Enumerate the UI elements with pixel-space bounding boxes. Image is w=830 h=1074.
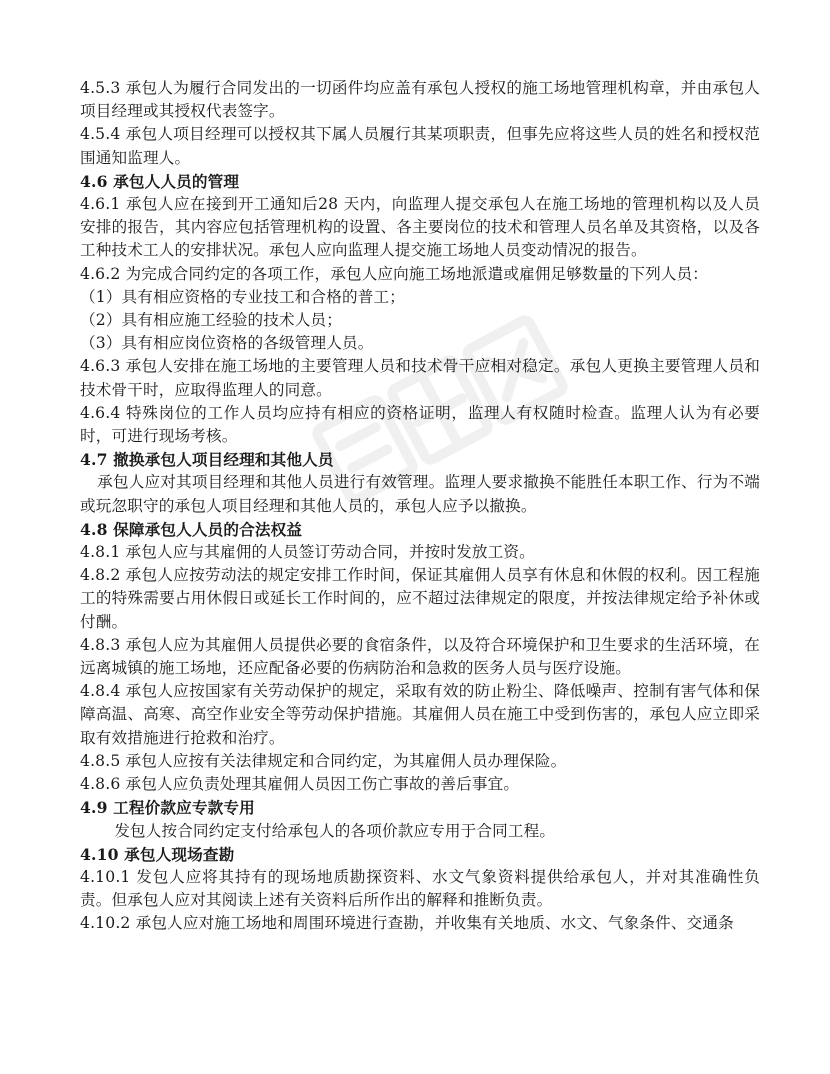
clause-paragraph: （1）具有相应资格的专业技工和合格的普工；	[80, 287, 405, 306]
clause-paragraph: 4.8.4 承包人应按国家有关劳动保护的规定，采取有效的防止粉尘、降低噪声、控制有害气体和保障高温、高寒、高空作业安全等劳动保护措施。其雇佣人员在施工中受到伤害的，承包人应立即采取有效措施进行抢救和治疗。	[80, 682, 760, 747]
body-paragraph: 发包人按合同约定支付给承包人的各项价款应专用于合同工程。	[114, 821, 556, 840]
clause-paragraph: 4.6.1 承包人应在接到开工通知后28 天内，向监理人提交承包人在施工场地的管理机构以及人员安排的报告，其内容应包括管理机构的设置、各主要岗位的技术和管理人员名单及其资格，以及各工种技术工人的安排状况。承包人应向监理人提交施工场地人员变动情况的报告。	[80, 195, 760, 260]
clause-paragraph: （2）具有相应施工经验的技术人员；	[80, 311, 342, 330]
section-heading: 4.10 承包人现场查勘	[80, 844, 235, 864]
clause-paragraph: 4.6.4 特殊岗位的工作人员均应持有相应的资格证明，监理人有权随时检查。监理人认为有必要时，可进行现场考核。	[80, 403, 760, 446]
clause-paragraph: 4.5.4 承包人项目经理可以授权其下属人员履行其某项职责，但事先应将这些人员的姓名和授权范围通知监理人。	[80, 125, 760, 167]
clause-paragraph: （3）具有相应岗位资格的各级管理人员。	[80, 334, 374, 353]
section-heading: 4.8 保障承包人人员的合法权益	[80, 519, 303, 539]
body-paragraph: 承包人应对其项目经理和其他人员进行有效管理。监理人要求撤换不能胜任本职工作、行为不端或玩忽职守的承包人项目经理和其他人员的，承包人应予以撤换。	[80, 473, 760, 515]
clause-paragraph: 4.8.6 承包人应负责处理其雇佣人员因工伤亡事故的善后事宜。	[80, 775, 520, 794]
section-heading: 4.7 撤换承包人项目经理和其他人员	[80, 450, 334, 470]
clause-paragraph: 4.8.2 承包人应按劳动法的规定安排工作时间，保证其雇佣人员享有休息和休假的权利。因工程施工的特殊需要占用休假日或延长工作时间的，应不超过法律规定的限度，并按法律规定给予补休或付酬。	[80, 566, 760, 631]
section-heading: 4.6 承包人人员的管理	[80, 171, 240, 191]
clause-paragraph: 4.10.2 承包人应对施工场地和周围环境进行查勘，并收集有关地质、水文、气象条件、交通条	[80, 914, 734, 933]
section-heading: 4.9 工程价款应专款专用	[80, 798, 255, 818]
document-page	[80, 77, 760, 936]
clause-paragraph: 4.10.1 发包人应将其持有的现场地质勘探资料、水文气象资料提供给承包人，并对其准确性负责。但承包人应对其阅读上述有关资料后所作出的解释和推断负责。	[80, 867, 760, 910]
clause-paragraph: 4.6.2 为完成合同约定的各项工作，承包人应向施工场地派遣或雇佣足够数量的下列人员：	[80, 264, 709, 283]
clause-paragraph: 4.6.3 承包人安排在施工场地的主要管理人员和技术骨干应相对稳定。承包人更换主要管理人员和技术骨干时，应取得监理人的同意。	[80, 357, 760, 399]
clause-paragraph: 4.5.3 承包人为履行合同发出的一切函件均应盖有承包人授权的施工场地管理机构章，并由承包人项目经理或其授权代表签字。	[80, 79, 760, 121]
clause-paragraph: 4.8.1 承包人应与其雇佣的人员签订劳动合同，并按时发放工资。	[80, 543, 535, 562]
clause-paragraph: 4.8.3 承包人应为其雇佣人员提供必要的食宿条件，以及符合环境保护和卫生要求的生活环境，在远离城镇的施工场地，还应配备必要的伤病防治和急救的医务人员与医疗设施。	[80, 635, 760, 678]
clause-paragraph: 4.8.5 承包人应按有关法律规定和合同约定，为其雇佣人员办理保险。	[80, 751, 567, 770]
